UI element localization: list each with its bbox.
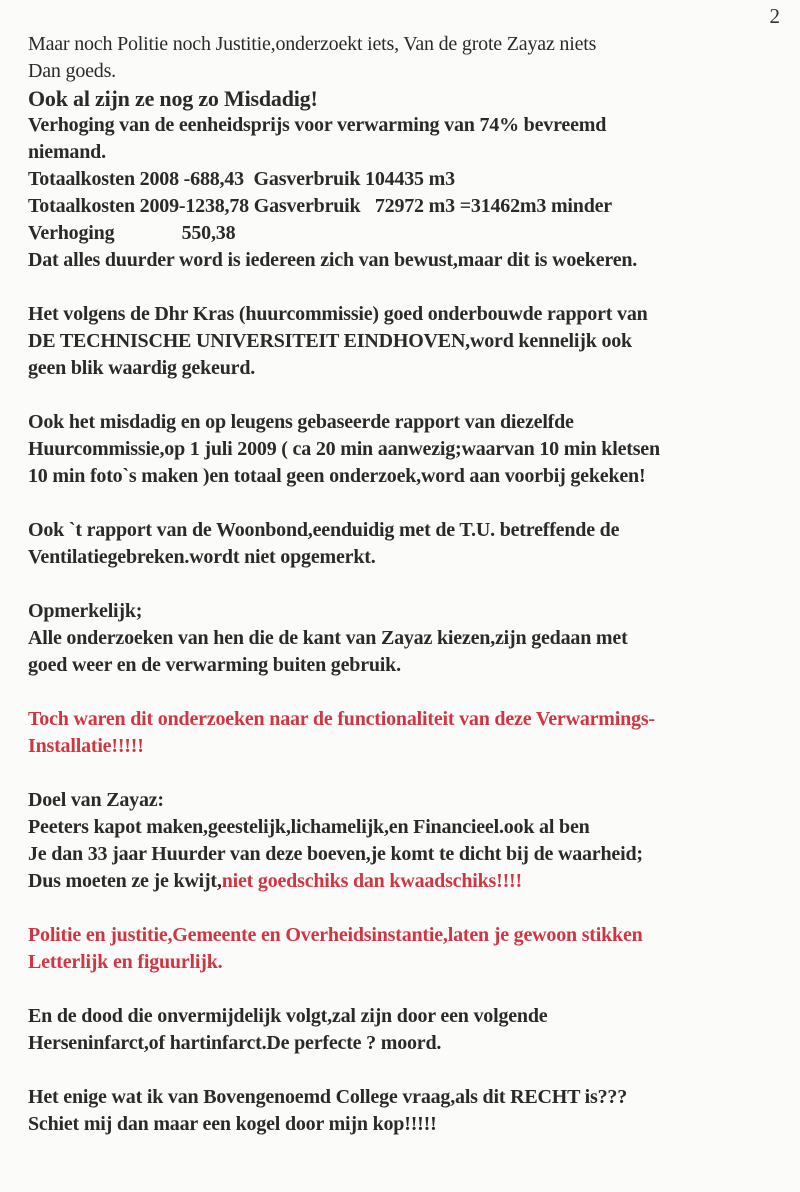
text-segment: Doel van Zayaz: bbox=[28, 789, 164, 811]
text-line bbox=[28, 328, 798, 355]
paragraph-gap bbox=[28, 490, 798, 517]
text-line bbox=[28, 868, 798, 895]
highlighted-text: niet goedschiks dan kwaadschiks!!!! bbox=[221, 870, 522, 892]
text-line bbox=[28, 706, 798, 733]
paragraph-gap bbox=[28, 382, 798, 409]
paragraph-gap bbox=[28, 274, 798, 301]
text-line bbox=[28, 841, 798, 868]
text-line bbox=[28, 193, 798, 220]
highlighted-text: Toch waren dit onderzoeken naar de functionaliteit van deze Verwarmings- bbox=[28, 708, 655, 730]
text-segment: Ventilatiegebreken.wordt niet opgemerkt. bbox=[28, 546, 376, 568]
text-line bbox=[28, 247, 798, 274]
paragraph bbox=[28, 409, 798, 490]
text-line bbox=[28, 112, 798, 139]
document-body bbox=[28, 31, 798, 1138]
paragraph-gap bbox=[28, 1057, 798, 1084]
text-line bbox=[28, 544, 798, 571]
text-segment: Ook `t rapport van de Woonbond,eenduidig met de T.U. betreffende de bbox=[28, 519, 620, 541]
text-line bbox=[28, 166, 798, 193]
text-segment: Verhoging 550,38 bbox=[28, 222, 236, 244]
text-segment: Het enige wat ik van Bovengenoemd College vraag,als dit RECHT is??? bbox=[28, 1086, 628, 1108]
highlighted-text: Politie en justitie,Gemeente en Overheidsinstantie,laten je gewoon stikken bbox=[28, 924, 643, 946]
text-line bbox=[28, 1003, 798, 1030]
paragraph-gap bbox=[28, 571, 798, 598]
paragraph-gap bbox=[28, 679, 798, 706]
paragraph bbox=[28, 1084, 798, 1138]
paragraph bbox=[28, 598, 798, 679]
text-segment: Dus moeten ze je kwijt, bbox=[28, 870, 222, 892]
text-segment: Totaalkosten 2008 -688,43 Gasverbruik 104435 m3 bbox=[28, 168, 455, 190]
text-line bbox=[28, 436, 798, 463]
text-line bbox=[28, 220, 798, 247]
paragraph bbox=[28, 301, 798, 382]
text-segment: Ook het misdadig en op leugens gebaseerde rapport van diezelfde bbox=[28, 411, 574, 433]
paragraph-gap bbox=[28, 895, 798, 922]
text-segment: geen blik waardig gekeurd. bbox=[28, 357, 256, 379]
text-segment: Verhoging van de eenheidsprijs voor verwarming van 74% bevreemd bbox=[28, 114, 607, 136]
text-line bbox=[28, 787, 798, 814]
text-line bbox=[28, 517, 798, 544]
text-segment: Maar noch Politie noch Justitie,onderzoekt iets, Van de grote Zayaz niets bbox=[28, 33, 597, 55]
text-segment: Schiet mij dan maar een kogel door mijn kop!!!!! bbox=[28, 1113, 437, 1135]
page-number: 2 bbox=[769, 4, 780, 28]
text-segment: Ook al zijn ze nog zo Misdadig! bbox=[28, 86, 318, 111]
text-line bbox=[28, 1084, 798, 1111]
text-segment: Opmerkelijk; bbox=[28, 600, 143, 622]
text-segment: DE TECHNISCHE UNIVERSITEIT EINDHOVEN,word kennelijk ook bbox=[28, 330, 632, 352]
paragraph bbox=[28, 706, 798, 760]
paragraph bbox=[28, 1003, 798, 1057]
text-segment: Dan goeds. bbox=[28, 60, 116, 82]
text-line bbox=[28, 31, 798, 58]
text-line bbox=[28, 355, 798, 382]
text-line bbox=[28, 409, 798, 436]
text-segment: Alle onderzoeken van hen die de kant van Zayaz kiezen,zijn gedaan met bbox=[28, 627, 628, 649]
text-line bbox=[28, 1030, 798, 1057]
paragraph bbox=[28, 787, 798, 895]
text-line bbox=[28, 598, 798, 625]
text-line bbox=[28, 814, 798, 841]
text-segment: En de dood die onvermijdelijk volgt,zal zijn door een volgende bbox=[28, 1005, 548, 1027]
text-line bbox=[28, 733, 798, 760]
text-line bbox=[28, 922, 798, 949]
text-segment: Huurcommissie,op 1 juli 2009 ( ca 20 min aanwezig;waarvan 10 min kletsen bbox=[28, 438, 660, 460]
paragraph-gap bbox=[28, 760, 798, 787]
text-line bbox=[28, 85, 798, 112]
text-segment: goed weer en de verwarming buiten gebruik. bbox=[28, 654, 401, 676]
text-line bbox=[28, 652, 798, 679]
text-segment: 10 min foto`s maken )en totaal geen onderzoek,word aan voorbij gekeken! bbox=[28, 465, 646, 487]
text-segment: niemand. bbox=[28, 141, 106, 163]
paragraph bbox=[28, 31, 798, 274]
text-line bbox=[28, 139, 798, 166]
text-line bbox=[28, 58, 798, 85]
paragraph bbox=[28, 517, 798, 571]
text-segment: Je dan 33 jaar Huurder van deze boeven,je komt te dicht bij de waarheid; bbox=[28, 843, 643, 865]
text-segment: Herseninfarct,of hartinfarct.De perfecte ? moord. bbox=[28, 1032, 442, 1054]
paragraph bbox=[28, 922, 798, 976]
text-segment: Peeters kapot maken,geestelijk,lichamelijk,en Financieel.ook al ben bbox=[28, 816, 590, 838]
text-line bbox=[28, 1111, 798, 1138]
paragraph-gap bbox=[28, 976, 798, 1003]
text-line bbox=[28, 463, 798, 490]
highlighted-text: Letterlijk en figuurlijk. bbox=[28, 951, 223, 973]
text-line bbox=[28, 301, 798, 328]
text-line bbox=[28, 625, 798, 652]
text-segment: Totaalkosten 2009-1238,78 Gasverbruik 72972 m3 =31462m3 minder bbox=[28, 195, 612, 217]
highlighted-text: Installatie!!!!! bbox=[28, 735, 144, 757]
text-segment: Dat alles duurder word is iedereen zich van bewust,maar dit is woekeren. bbox=[28, 249, 638, 271]
text-line bbox=[28, 949, 798, 976]
text-segment: Het volgens de Dhr Kras (huurcommissie) goed onderbouwde rapport van bbox=[28, 303, 648, 325]
